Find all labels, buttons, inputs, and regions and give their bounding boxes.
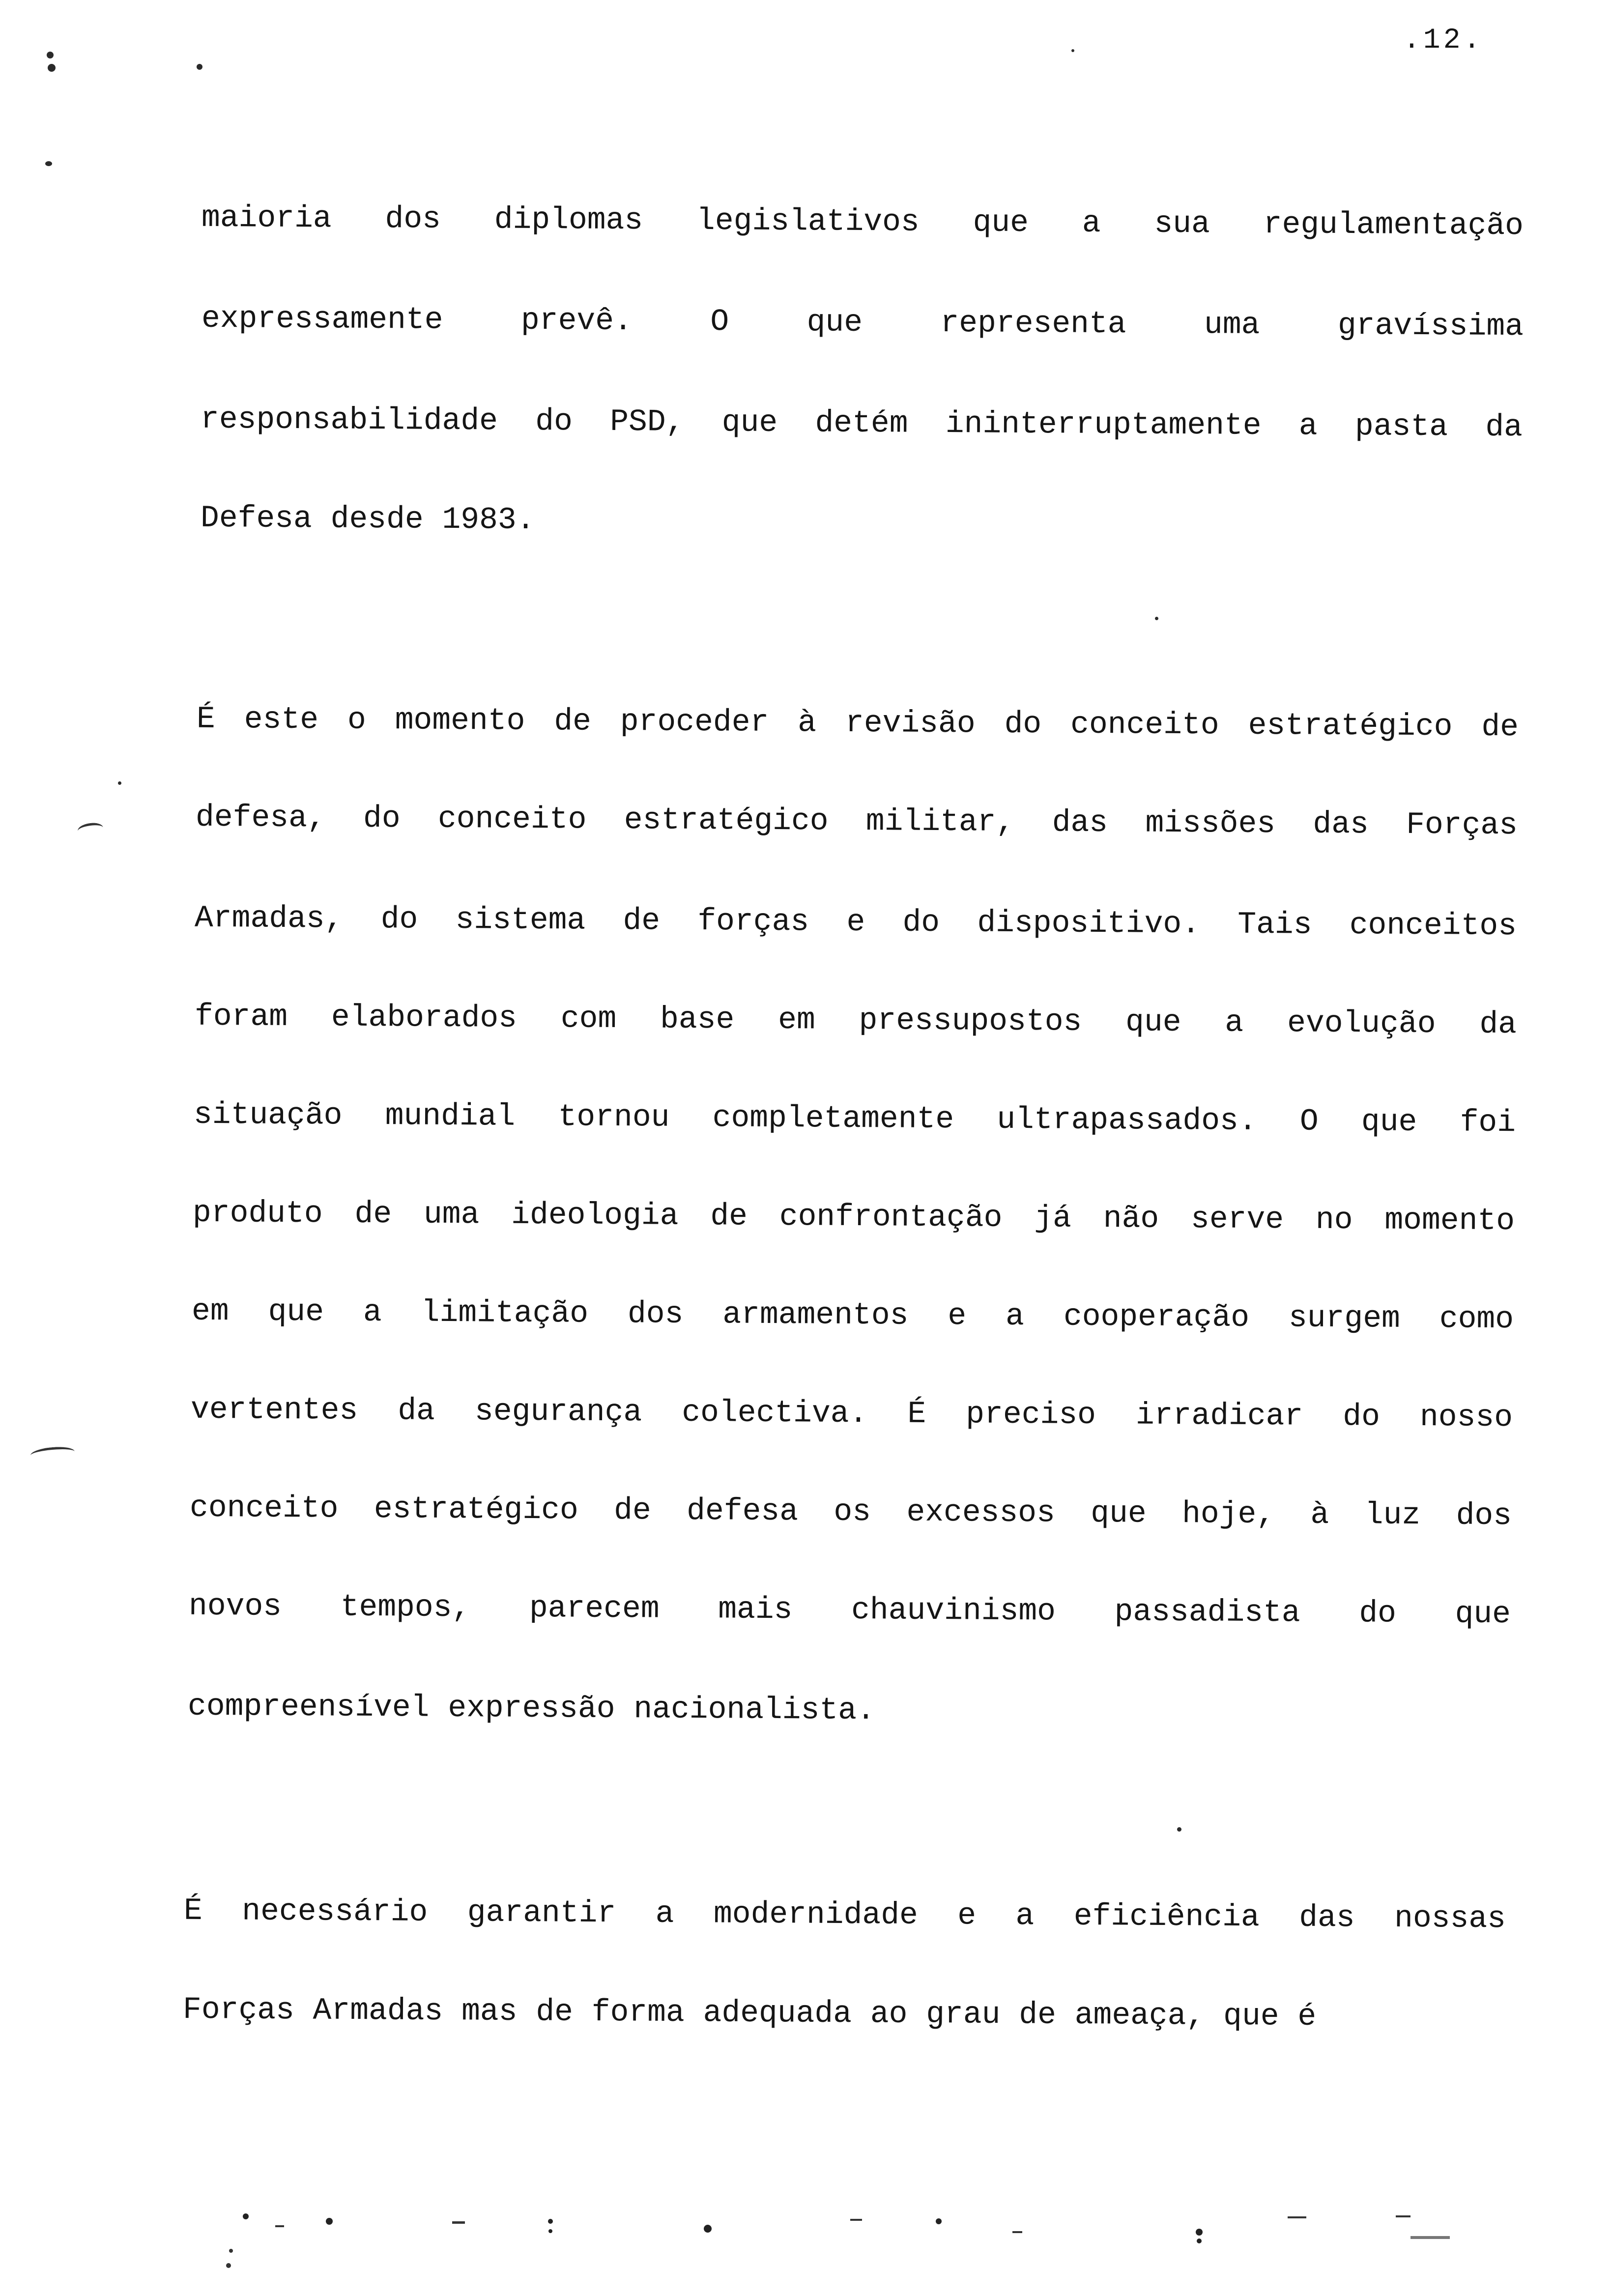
- paragraph-2-line-5: situação mundial tornou completamente ultrapassados. O que foi: [193, 1097, 1516, 1141]
- paragraph-1-line-2: expressamente prevê. O que representa uma gravíssima: [201, 301, 1524, 344]
- scan-speck: [1177, 1827, 1181, 1832]
- paragraph-2-line-6: produto de uma ideologia de confrontação já não serve no momento: [192, 1195, 1515, 1239]
- scan-speck: [1071, 49, 1074, 52]
- paragraph-2-line-3: Armadas, do sistema de forças e do dispositivo. Tais conceitos: [194, 900, 1517, 944]
- scan-noise: [216, 2202, 1494, 2275]
- page-number: .12.: [1403, 25, 1484, 57]
- scan-speck: [1155, 617, 1158, 620]
- paragraph-2-line-1: É este o momento de proceder à revisão do conceito estratégico de: [196, 701, 1519, 745]
- scan-speck: [47, 52, 54, 58]
- scan-speck: [45, 161, 52, 166]
- paragraph-1-line-1: maioria dos diplomas legislativos que a sua regulamentação: [201, 200, 1524, 244]
- scan-speck: [48, 64, 56, 72]
- margin-mark: [77, 822, 104, 837]
- paragraph-2-line-10: novos tempos, parecem mais chauvinismo passadista do que: [188, 1588, 1511, 1632]
- scan-speck: [197, 64, 202, 70]
- scan-speck: [118, 781, 121, 785]
- paragraph-2-line-2: defesa, do conceito estratégico militar, das missões das Forças: [195, 800, 1518, 843]
- paragraph-2-line-9: conceito estratégico de defesa os excessos que hoje, à luz dos: [189, 1490, 1512, 1534]
- paragraph-1-line-4: Defesa desde 1983.: [200, 500, 535, 538]
- paragraph-3-line-2: Forças Armadas mas de forma adequada ao grau de ameaça, que é: [182, 1992, 1317, 2035]
- paragraph-2-line-7: em que a limitação dos armamentos e a cooperação surgem como: [191, 1293, 1514, 1337]
- paragraph-3-line-1: É necessário garantir a modernidade e a eficiência das nossas: [183, 1893, 1506, 1937]
- margin-mark: [30, 1445, 75, 1462]
- paragraph-2-line-4: foram elaborados com base em pressupostos que a evolução da: [194, 999, 1517, 1042]
- paragraph-2-line-11: compreensível expressão nacionalista.: [187, 1689, 876, 1728]
- paragraph-1-line-3: responsabilidade do PSD, que detém ininterruptamente a pasta da: [200, 402, 1523, 445]
- paragraph-2-line-8: vertentes da segurança colectiva. É preciso irradicar do nosso: [190, 1392, 1513, 1435]
